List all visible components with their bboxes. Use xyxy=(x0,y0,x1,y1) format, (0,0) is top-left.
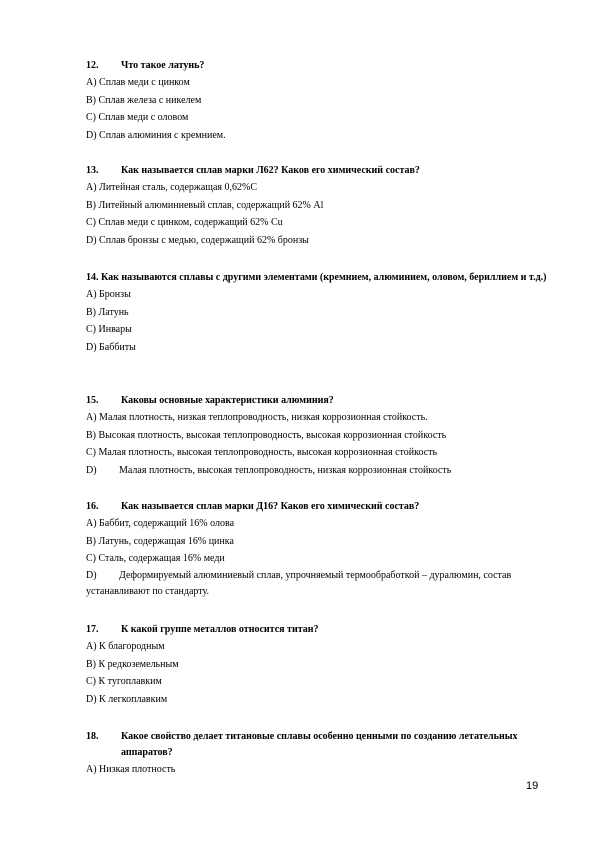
option-text: Деформируемый алюминиевый сплав, упрочняемый термообработкой – дуралюмин, состав устанавливают по стандарту. xyxy=(86,569,512,597)
question-15 xyxy=(86,393,556,479)
answer-option-a: А) Бронзы xyxy=(86,289,131,300)
answer-option-c: С) Сплав меди с оловом xyxy=(86,112,189,124)
answer-option-a: А) К благородным xyxy=(86,641,165,652)
answer-option-d xyxy=(86,568,556,600)
question-12 xyxy=(86,58,556,144)
question-13 xyxy=(86,163,556,249)
question-heading xyxy=(86,729,556,761)
question-number: 15. xyxy=(86,395,99,406)
question-heading xyxy=(86,163,556,179)
answer-option-a: А) Малая плотность, низкая теплопроводность, низкая коррозионная стойкость. xyxy=(86,412,428,423)
question-number: 13. xyxy=(86,165,99,176)
answer-option-d: D) К легкоплавким xyxy=(86,693,168,705)
question-heading xyxy=(86,499,556,515)
question-heading xyxy=(86,58,556,74)
question-text: Что такое латунь? xyxy=(121,60,205,71)
question-text: Как называется сплав марки Д16? Каков его химический состав? xyxy=(121,501,420,512)
question-14 xyxy=(86,270,556,356)
question-number: 17. xyxy=(86,624,99,635)
question-number: 12. xyxy=(86,60,99,71)
answer-option-b: В) Латунь, содержащая 16% цинка xyxy=(86,535,234,547)
question-text: Какое свойство делает титановые сплавы особенно ценными по созданию летательных аппаратов? xyxy=(121,731,518,758)
option-letter: D) xyxy=(86,464,97,476)
question-text: 14. Как называются сплавы с другими элементами (кремнием, алюминием, оловом, бериллием и т.д.) xyxy=(86,272,547,283)
question-text: Как называется сплав марки Л62? Каков его химический состав? xyxy=(121,165,420,176)
answer-option-b: В) Литейный алюминиевый сплав, содержащий 62% Al xyxy=(86,199,324,211)
answer-option-d: D) Баббиты xyxy=(86,341,136,353)
question-text: К какой группе металлов относится титан? xyxy=(121,624,319,635)
question-18 xyxy=(86,729,556,779)
option-letter: D) xyxy=(86,569,97,581)
answer-option-b: В) Сплав железа с никелем xyxy=(86,94,202,106)
answer-option-d: D) Сплав бронзы с медью, содержащий 62% бронзы xyxy=(86,234,309,246)
option-text: Малая плотность, высокая теплопроводность, низкая коррозионная стойкость xyxy=(119,464,452,476)
answer-option-c: С) Сплав меди с цинком, содержащий 62% Cu xyxy=(86,217,283,229)
answer-option-a: А) Баббит, содержащий 16% олова xyxy=(86,518,235,529)
answer-option-b: В) Латунь xyxy=(86,306,129,318)
question-number: 16. xyxy=(86,501,99,512)
page-number: 19 xyxy=(526,780,539,792)
answer-option-d: D) Сплав алюминия с кремнием. xyxy=(86,129,226,141)
answer-option-c: С) Сталь, содержащая 16% меди xyxy=(86,553,225,565)
answer-option-a: А) Низкая плотность xyxy=(86,764,176,775)
answer-option-d xyxy=(86,462,556,480)
question-16 xyxy=(86,499,556,600)
answer-option-c: С) Малая плотность, высокая теплопроводность, высокая коррозионная стойкость xyxy=(86,447,438,459)
answer-option-c: С) К тугоплавким xyxy=(86,676,162,688)
answer-option-a: А) Литейная сталь, содержащая 0,62%С xyxy=(86,182,258,193)
answer-option-a: А) Сплав меди с цинком xyxy=(86,77,190,88)
question-heading xyxy=(86,622,556,638)
question-17 xyxy=(86,622,556,708)
answer-option-c: С) Инвары xyxy=(86,324,132,336)
question-heading xyxy=(86,393,556,409)
question-text: Каковы основные характеристики алюминия? xyxy=(121,395,334,406)
answer-option-b: В) К редкоземельным xyxy=(86,658,179,670)
question-number: 18. xyxy=(86,731,99,742)
answer-option-b: В) Высокая плотность, высокая теплопроводность, высокая коррозионная стойкость xyxy=(86,429,447,441)
